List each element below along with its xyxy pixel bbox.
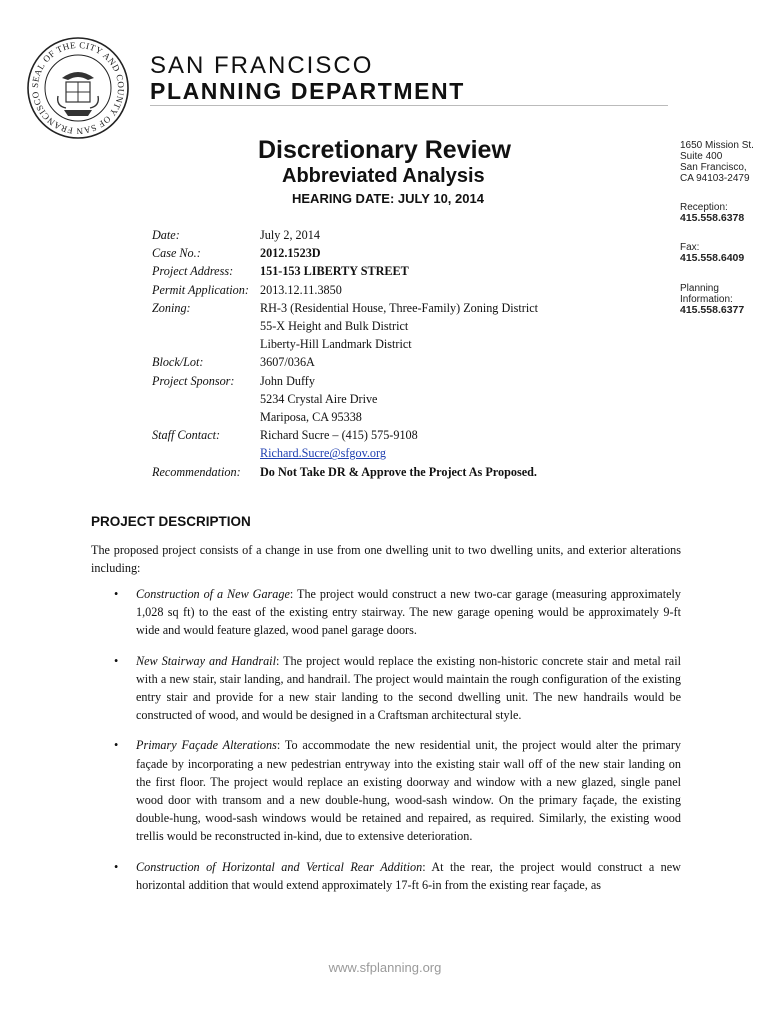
info-row-recommendation [152, 463, 538, 481]
info-row-permit [152, 281, 538, 299]
list-item-text: : At the rear, the project would construct a new horizontal addition that would extend approximately 17-ft 6-in from the existing rear façade, as [136, 859, 681, 892]
zoning-value [260, 299, 538, 354]
block-label: Block/Lot: [152, 355, 204, 370]
list-item-title: Construction of a New Garage [136, 587, 290, 601]
list-item-text: : The project would replace the existing non-historic concrete stair and metal rail with a new stair, stair landing, and handrail. The project would maintain the rough configuration of the existing entry stair and provide for a new stair landing to the second dwelling unit. The new handrails would be constructed of wood, and would be designed in a Craftsman architectural style. [136, 653, 681, 723]
fax-contact [680, 242, 766, 264]
header-divider [150, 105, 668, 106]
date-value: July 2, 2014 [260, 228, 320, 242]
bullet-icon: • [114, 859, 119, 874]
section-heading: PROJECT DESCRIPTION [91, 514, 251, 529]
sponsor-city: Mariposa, CA 95338 [260, 410, 362, 425]
bullet-icon: • [114, 738, 119, 753]
reception-label: Reception: [680, 202, 728, 213]
zoning-label: Zoning: [152, 300, 191, 315]
zoning-value-line-2: 55-X Height and Bulk District [260, 319, 409, 334]
list-item-text: : To accommodate the new residential unit, the project would alter the primary façade by incorporating a new pedestrian entryway into the existing stair wall off of the new stair landing on the first floor. The project would replace an existing doorway and window with a new glazed, single panel wood door with transom and a new double-hung, wood-sash window. On the primary façade, the existing double-hung, wood-sash windows would be retained and repaired, as required. Similarly, the existing wood trellis would be reconstructed in-kind, due to extensive deterioration. [136, 738, 681, 844]
recommendation-label: Recommendation: [152, 464, 241, 479]
zoning-value-line-1: RH-3 (Residential House, Three-Family) Zoning District [260, 300, 539, 315]
list-item [114, 652, 681, 725]
permit-label: Permit Application: [152, 282, 249, 297]
planning-info-contact [680, 283, 766, 316]
list-item [114, 858, 681, 894]
address-line-1: 1650 Mission St. [680, 140, 754, 151]
list-item [114, 585, 681, 640]
bullet-icon: • [114, 587, 119, 601]
list-item [114, 736, 681, 845]
department-name-line2: PLANNING DEPARTMENT [150, 78, 465, 104]
case-value: 2012.1523D [260, 246, 321, 261]
reception-number: 415.558.6378 [680, 212, 745, 224]
city-seal-icon [26, 36, 130, 140]
hearing-date: HEARING DATE: JULY 10, 2014 [292, 191, 484, 206]
fax-number: 415.558.6409 [680, 252, 745, 264]
list-item-title: Construction of Horizontal and Vertical Rear Addition [136, 859, 423, 874]
list-item-title: Primary Façade Alterations [136, 738, 277, 753]
document-title: Discretionary Review [258, 136, 511, 164]
recommendation-value: Do Not Take DR & Approve the Project As Proposed. [260, 464, 537, 479]
sponsor-label: Project Sponsor: [152, 373, 235, 388]
planning-label-1: Planning [680, 283, 719, 294]
date-label: Date: [152, 228, 180, 242]
document-subtitle: Abbreviated Analysis [282, 165, 485, 187]
info-row-block [152, 353, 538, 371]
address-line-2: Suite 400 [680, 151, 723, 162]
footer-website: www.sfplanning.org [328, 960, 442, 975]
address-line-3: San Francisco, [680, 162, 747, 173]
info-row-staff [152, 426, 538, 462]
address-label: Project Address: [152, 264, 234, 279]
sponsor-value [260, 372, 377, 427]
info-row-date [152, 226, 538, 244]
info-row-case [152, 244, 538, 262]
seal-text: SEAL OF THE CITY AND COUNTY OF SAN FRANCISCO [29, 39, 127, 137]
sponsor-street: 5234 Crystal Aire Drive [260, 391, 378, 406]
bullet-icon: • [114, 653, 119, 668]
list-item-title: New Stairway and Handrail [136, 653, 276, 668]
description-intro: The proposed project consists of a change in use from one dwelling unit to two dwelling units, and exterior alterations including: [91, 543, 681, 576]
planning-number: 415.558.6377 [680, 304, 745, 316]
zoning-value-line-3: Liberty-Hill Landmark District [260, 337, 412, 352]
staff-label: Staff Contact: [152, 428, 221, 443]
list-item-text: : The project would construct a new two-car garage (measuring approximately 1,028 sq ft) to the east of the existing entry stairway. The new garage opening would be approximately 9-ft wide and would feature glazed, wood panel garage doors. [136, 587, 681, 638]
block-value: 3607/036A [260, 355, 315, 370]
info-row-zoning [152, 299, 538, 354]
description-list [114, 585, 681, 906]
staff-value [260, 426, 418, 462]
staff-email-link[interactable]: Richard.Sucre@sfgov.org [260, 446, 386, 461]
staff-name-phone: Richard Sucre – (415) 575-9108 [260, 428, 418, 443]
info-row-address [152, 262, 538, 280]
case-label: Case No.: [152, 246, 201, 261]
office-address [680, 140, 766, 184]
address-value: 151-153 LIBERTY STREET [260, 264, 409, 279]
fax-label: Fax: [680, 242, 700, 253]
address-line-4: CA 94103-2479 [680, 173, 750, 184]
planning-label-2: Information: [680, 294, 733, 305]
case-info-table [152, 226, 538, 481]
sponsor-name: John Duffy [260, 373, 315, 388]
info-row-sponsor [152, 372, 538, 427]
permit-value: 2013.12.11.3850 [260, 282, 342, 297]
department-name-line1: SAN FRANCISCO [150, 52, 374, 79]
reception-contact [680, 202, 766, 224]
